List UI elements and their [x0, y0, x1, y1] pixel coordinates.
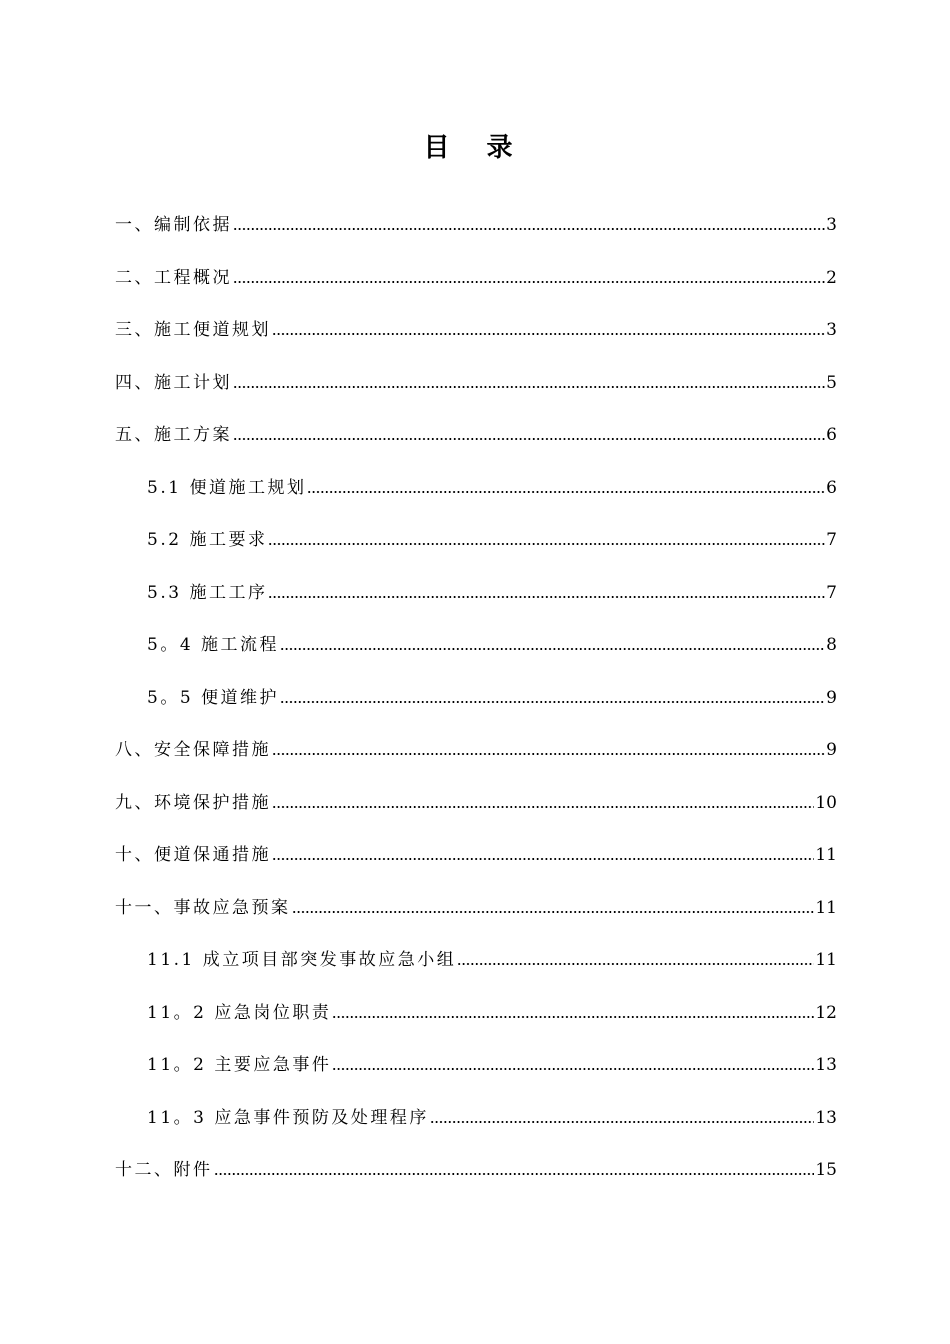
toc-entry-label: 11.1 成立项目部突发事故应急小组 [147, 950, 457, 971]
toc-entry-label: 11。2 应急岗位职责 [147, 1002, 332, 1023]
dot-leader [280, 642, 825, 656]
toc-entry[interactable] [0, 829, 837, 882]
toc-entry[interactable] [0, 199, 837, 252]
toc-subentry[interactable] [0, 987, 837, 1040]
dot-leader [233, 380, 825, 394]
toc-entry[interactable] [0, 724, 837, 777]
toc-entry[interactable] [0, 304, 837, 357]
toc-subentry[interactable] [0, 567, 837, 620]
toc-entry-label: 十二、附件 [115, 1160, 213, 1181]
toc-subentry[interactable] [0, 462, 837, 515]
toc-entry-label: 11。2 主要应急事件 [147, 1055, 332, 1076]
toc-entry-page: 7 [826, 530, 837, 551]
toc-entry-page: 6 [826, 425, 837, 446]
dot-leader [292, 905, 815, 919]
toc-entry-page: 3 [826, 215, 837, 236]
toc-subentry[interactable] [0, 619, 837, 672]
toc-subentry[interactable] [0, 1039, 837, 1092]
dot-leader [233, 275, 825, 289]
toc-entry-label: 五、施工方案 [115, 425, 232, 446]
toc-entry[interactable] [0, 252, 837, 305]
dot-leader [272, 747, 825, 761]
toc-subentry[interactable] [0, 672, 837, 725]
toc-entry-page: 2 [826, 267, 837, 288]
toc-entry-label: 11。3 应急事件预防及处理程序 [147, 1107, 429, 1128]
toc-entry-page: 15 [815, 1160, 837, 1181]
dot-leader [214, 1167, 815, 1181]
dot-leader [268, 590, 825, 604]
toc-entry-page: 8 [826, 635, 837, 656]
toc-entry-label: 5。4 施工流程 [147, 635, 280, 656]
dot-leader [430, 1115, 815, 1129]
toc-subentry[interactable] [0, 1092, 837, 1145]
dot-leader [233, 432, 825, 446]
toc-entry-page: 9 [826, 687, 837, 708]
toc-entry-label: 5.1 便道施工规划 [147, 477, 307, 498]
toc-entry-label: 5.2 施工要求 [147, 530, 268, 551]
toc-entry-page: 10 [815, 792, 837, 813]
toc-entry[interactable] [0, 357, 837, 410]
toc-entry-label: 5。5 便道维护 [147, 687, 280, 708]
toc-entry-page: 5 [826, 372, 837, 393]
toc-entry-label: 八、安全保障措施 [115, 740, 271, 761]
dot-leader [268, 537, 825, 551]
toc-entry-page: 7 [826, 582, 837, 603]
toc-list [0, 199, 950, 1197]
toc-entry-label: 一、编制依据 [115, 215, 232, 236]
dot-leader [233, 222, 825, 236]
toc-entry-page: 3 [826, 320, 837, 341]
dot-leader [307, 485, 825, 499]
dot-leader [280, 695, 825, 709]
dot-leader [457, 957, 814, 971]
toc-entry[interactable] [0, 1144, 837, 1197]
toc-entry-label: 十一、事故应急预案 [115, 897, 291, 918]
toc-entry-page: 6 [826, 477, 837, 498]
toc-subentry[interactable] [0, 934, 837, 987]
toc-entry-label: 5.3 施工工序 [147, 582, 268, 603]
dot-leader [272, 852, 814, 866]
toc-entry-page: 13 [815, 1107, 837, 1128]
toc-entry-label: 九、环境保护措施 [115, 792, 271, 813]
dot-leader [332, 1010, 814, 1024]
toc-subentry[interactable] [0, 514, 837, 567]
dot-leader [332, 1062, 814, 1076]
toc-entry-label: 三、施工便道规划 [115, 320, 271, 341]
toc-entry-page: 11 [815, 897, 837, 918]
toc-entry-label: 四、施工计划 [115, 372, 232, 393]
toc-entry[interactable] [0, 882, 837, 935]
toc-entry-page: 11 [815, 845, 837, 866]
toc-entry-page: 9 [826, 740, 837, 761]
toc-entry-page: 12 [815, 1002, 837, 1023]
toc-entry-label: 二、工程概况 [115, 267, 232, 288]
toc-entry-page: 13 [815, 1055, 837, 1076]
toc-entry-page: 11 [815, 950, 837, 971]
toc-title: 目 录 [423, 133, 527, 163]
toc-entry[interactable] [0, 777, 837, 830]
toc-entry[interactable] [0, 409, 837, 462]
toc-entry-label: 十、便道保通措施 [115, 845, 271, 866]
dot-leader [272, 327, 825, 341]
dot-leader [272, 800, 814, 814]
